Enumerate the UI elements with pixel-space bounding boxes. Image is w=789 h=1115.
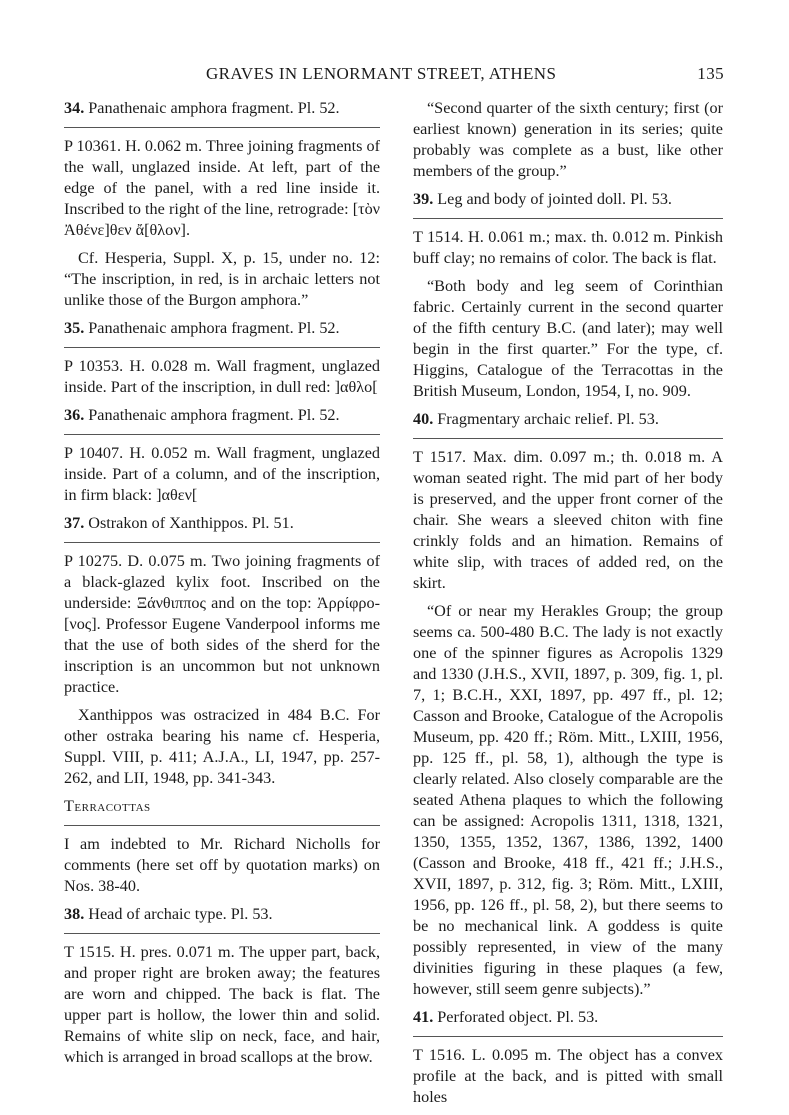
entry-paragraph: T 1516. L. 0.095 m. The object has a convex profile at the back, and is pitted with small holes [413,1046,723,1106]
catalogue-entry-heading [64,318,380,339]
running-head-title: GRAVES IN LENORMANT STREET, ATHENS [206,64,557,83]
divider [413,438,723,439]
divider [64,434,380,435]
page-number: 135 [697,64,724,83]
catalogue-entry-heading [64,513,380,534]
entry-number: 38. [64,905,85,923]
section-heading: Terracottas [64,797,151,815]
entry-title: Ostrakon of Xanthippos. Pl. 51. [88,514,294,532]
catalogue-entry-heading [413,409,723,430]
running-head [64,60,724,88]
divider [64,347,380,348]
entry-number: 35. [64,319,85,337]
left-column [64,98,380,1075]
divider [64,127,380,128]
entry-paragraph: P 10407. H. 0.052 m. Wall fragment, unglazed inside. Part of a column, and of the inscription, in firm black: ]αθεν[ [64,444,380,504]
catalogue-entry-heading [64,904,380,925]
entry-paragraph: P 10275. D. 0.075 m. Two joining fragments of a black-glazed kylix foot. Inscribed on the underside: Ξάνθιππος and on the top: Ἀρρίφρο-[νος]. Professor Eugene Vanderpool informs me that the use of both sides of the sherd for the inscription is an uncommon but not unknown practice. [64,552,380,696]
entry-title: Panathenaic amphora fragment. Pl. 52. [88,319,340,337]
catalogue-entry-heading [64,405,380,426]
entry-paragraph: P 10353. H. 0.028 m. Wall fragment, unglazed inside. Part of the inscription, in dull red: ]αθλο[ [64,357,380,396]
entry-title: Fragmentary archaic relief. Pl. 53. [437,410,659,428]
divider [64,933,380,934]
entry-number: 34. [64,99,85,117]
catalogue-entry-heading [413,1007,723,1028]
entry-title: Head of archaic type. Pl. 53. [88,905,273,923]
entry-number: 40. [413,410,434,428]
entry-title: Perforated object. Pl. 53. [437,1008,599,1026]
entry-number: 36. [64,406,85,424]
entry-paragraph: Cf. Hesperia, Suppl. X, p. 15, under no. 12: “The inscription, in red, is in archaic letters not unlike those of the Burgon amphora.” [64,249,380,309]
entry-number: 37. [64,514,85,532]
entry-title: Leg and body of jointed doll. Pl. 53. [437,190,672,208]
divider [413,1036,723,1037]
entry-title: Panathenaic amphora fragment. Pl. 52. [88,406,340,424]
entry-paragraph: T 1514. H. 0.061 m.; max. th. 0.012 m. Pinkish buff clay; no remains of color. The back is flat. [413,228,723,267]
catalogue-entry-heading [64,98,380,119]
entry-paragraph: T 1517. Max. dim. 0.097 m.; th. 0.018 m. A woman seated right. The mid part of her body is preserved, and the upper front corner of the chair. She wears a sleeved chiton with fine crinkly folds and an himation. Remains of white slip, with traces of added red, on the skirt. [413,448,723,592]
catalogue-entry-heading [413,189,723,210]
entry-paragraph: I am indebted to Mr. Richard Nicholls for comments (here set off by quotation marks) on Nos. 38-40. [64,835,380,895]
divider [64,825,380,826]
entry-paragraph: “Second quarter of the sixth century; first (or earliest known) generation in its series; quite probably was complete as a bust, like other members of the group.” [413,99,723,180]
entry-paragraph: Xanthippos was ostracized in 484 B.C. For other ostraka bearing his name cf. Hesperia, Suppl. VIII, p. 411; A.J.A., LI, 1947, pp. 257-262, and LII, 1948, pp. 341-343. [64,706,380,787]
entry-paragraph: T 1515. H. pres. 0.071 m. The upper part, back, and proper right are broken away; the features are worn and chipped. The back is flat. The upper part is hollow, the lower thin and solid. Remains of white slip on neck, face, and hair, which is arranged in broad scallops at the brow. [64,943,380,1066]
divider [64,542,380,543]
entry-number: 41. [413,1008,434,1026]
entry-title: Panathenaic amphora fragment. Pl. 52. [88,99,340,117]
entry-paragraph: “Both body and leg seem of Corinthian fabric. Certainly current in the second quarter of the fifth century B.C. (and later); may well begin in the first quarter.” For the type, cf. Higgins, Catalogue of the Terracottas in the British Museum, London, 1954, I, no. 909. [413,277,723,400]
entry-number: 39. [413,190,434,208]
right-column [413,98,723,1115]
entry-paragraph: P 10361. H. 0.062 m. Three joining fragments of the wall, unglazed inside. At left, part of the edge of the panel, with a red line inside it. Inscribed to the right of the line, retrograde: [τὸν Ἀθένε]θεν ἄ[θλον]. [64,137,380,239]
entry-paragraph: “Of or near my Herakles Group; the group seems ca. 500-480 B.C. The lady is not exactly one of the spinner figures as Acropolis 1329 and 1330 (J.H.S., XVII, 1897, p. 309, fig. 1, pl. 7, 1; B.C.H., XXI, 1897, pp. 497 ff., pl. 12; Casson and Brooke, Catalogue of the Acropolis Museum, pp. 420 ff.; Röm. Mitt., LXIII, 1956, pp. 125 ff., pl. 58, 1), although the type is clearly related. Also closely comparable are the seated Athena plaques to which the following can be assigned: Acropolis 1311, 1318, 1321, 1350, 1355, 1352, 1367, 1386, 1392, 1400 (Casson and Brooke, 418 ff., 421 ff.; J.H.S., XVII, 1897, p. 312, fig. 3; Röm. Mitt., LXIII, 1956, pp. 126 ff., pl. 58, 2), but there seems to be no mechanical link. A goddess is quite possibly represented, in view of the many divinities figuring in these plaques (a few, however, still seem genre subjects).” [413,602,723,998]
divider [413,218,723,219]
